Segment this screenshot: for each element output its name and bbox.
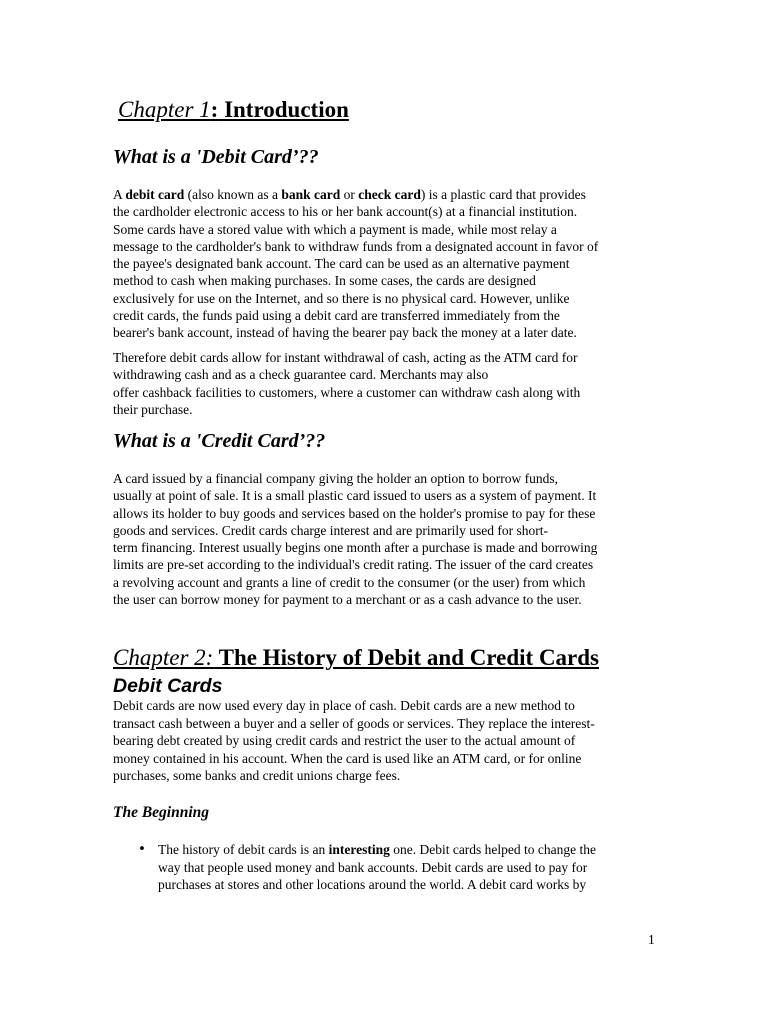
text-segment: or (340, 187, 359, 202)
text-line: term financing. Interest usually begins one month after a purchase is made and borrowing (113, 540, 598, 556)
text-line: the cardholder electronic access to his or her bank account(s) at a financial institution. (113, 204, 578, 220)
text-line: transact cash between a buyer and a seller of goods or services. They replace the interest- (113, 715, 595, 731)
text-line: the user can borrow money for payment to a merchant or as a cash advance to the user. (113, 592, 582, 608)
text-line: money contained in his account. When the card is used like an ATM card, or for online (113, 750, 582, 766)
text-line: a revolving account and grants a line of credit to the consumer (or the user) from which (113, 574, 586, 590)
text-line: credit cards, the funds paid using a debit card are transferred immediately from the (113, 308, 560, 324)
bullet-icon: • (138, 841, 146, 857)
text-line: goods and services. Credit cards charge interest and are primarily used for short- (113, 522, 548, 538)
text-line: purchases, some banks and credit unions charge fees. (113, 768, 401, 783)
chapter-1-heading (118, 96, 349, 124)
text-line: exclusively for use on the Internet, and so there is no physical card. However, unlike (113, 290, 570, 306)
text-line: A card issued by a financial company giving the holder an option to borrow funds, (113, 471, 559, 486)
the-beginning-heading: The Beginning (113, 804, 210, 821)
text-segment: one. Debit cards helped to change the (389, 842, 597, 857)
text-line: Some cards have a stored value with which a payment is made, while most relay a (113, 221, 557, 237)
text-line (158, 841, 596, 859)
chapter-2-heading (113, 644, 599, 672)
chapter-2-title: The History of Debit and Credit Cards (213, 645, 600, 670)
bold-text: check card (358, 187, 421, 202)
text-segment: The history of debit cards is an (158, 842, 329, 857)
text-line: allows its holder to buy goods and services based on the holder's promise to pay for these (113, 505, 596, 521)
text-line: limits are pre-set according to the individual's credit rating. The issuer of the card creates (113, 557, 594, 573)
text-line: the payee's designated bank account. The card can be used as an alternative payment (113, 256, 570, 272)
text-line: method to cash when making purchases. In some cases, the cards are designed (113, 273, 536, 289)
text-segment: A (113, 187, 126, 202)
text-segment: (also known as a (184, 187, 282, 202)
text-line: Debit cards are now used every day in place of cash. Debit cards are a new method to (113, 698, 575, 713)
debit-cards-heading: Debit Cards (113, 675, 223, 697)
debit-card-heading: What is a 'Debit Card’?? (113, 146, 319, 168)
chapter-1-separator: : (210, 97, 219, 122)
text-segment: ) is a plastic card that provides (420, 187, 586, 202)
page-number: 1 (648, 932, 655, 947)
chapter-2-label: Chapter 2: (113, 645, 214, 670)
text-line: message to the cardholder's bank to withdraw funds from a designated account in favor of (113, 238, 599, 254)
debit-card-paragraph-2 (113, 349, 580, 418)
chapter-1-title: Introduction (218, 97, 349, 122)
bold-text: bank card (281, 187, 341, 202)
text-line: withdrawing cash and as a check guarantee card. Merchants may also (113, 367, 489, 383)
text-line: usually at point of sale. It is a small plastic card issued to users as a system of payment. It (113, 488, 597, 504)
text-line: purchases at stores and other locations around the world. A debit card works by (158, 877, 587, 892)
text-line: offer cashback facilities to customers, where a customer can withdraw cash along with (113, 384, 581, 400)
text-line: bearer's bank account, instead of having the bearer pay back the money at a later date. (113, 325, 577, 341)
text-line: their purchase. (113, 401, 193, 417)
debit-card-paragraph-1 (113, 186, 598, 342)
text-line: way that people used money and bank accounts. Debit cards are used to pay for (158, 859, 588, 875)
text-line (113, 186, 598, 203)
bullet-text (158, 841, 596, 894)
text-line: Therefore debit cards allow for instant withdrawal of cash, acting as the ATM card for (113, 350, 578, 365)
bold-text: debit card (125, 187, 185, 202)
debit-cards-paragraph (113, 697, 595, 785)
credit-card-heading: What is a 'Credit Card’?? (113, 430, 326, 452)
bold-text: interesting (328, 842, 390, 857)
credit-card-paragraph (113, 470, 597, 608)
chapter-1-label: Chapter 1 (118, 97, 211, 122)
text-line: bearing debt created by using credit cards and restrict the user to the actual amount of (113, 733, 576, 748)
